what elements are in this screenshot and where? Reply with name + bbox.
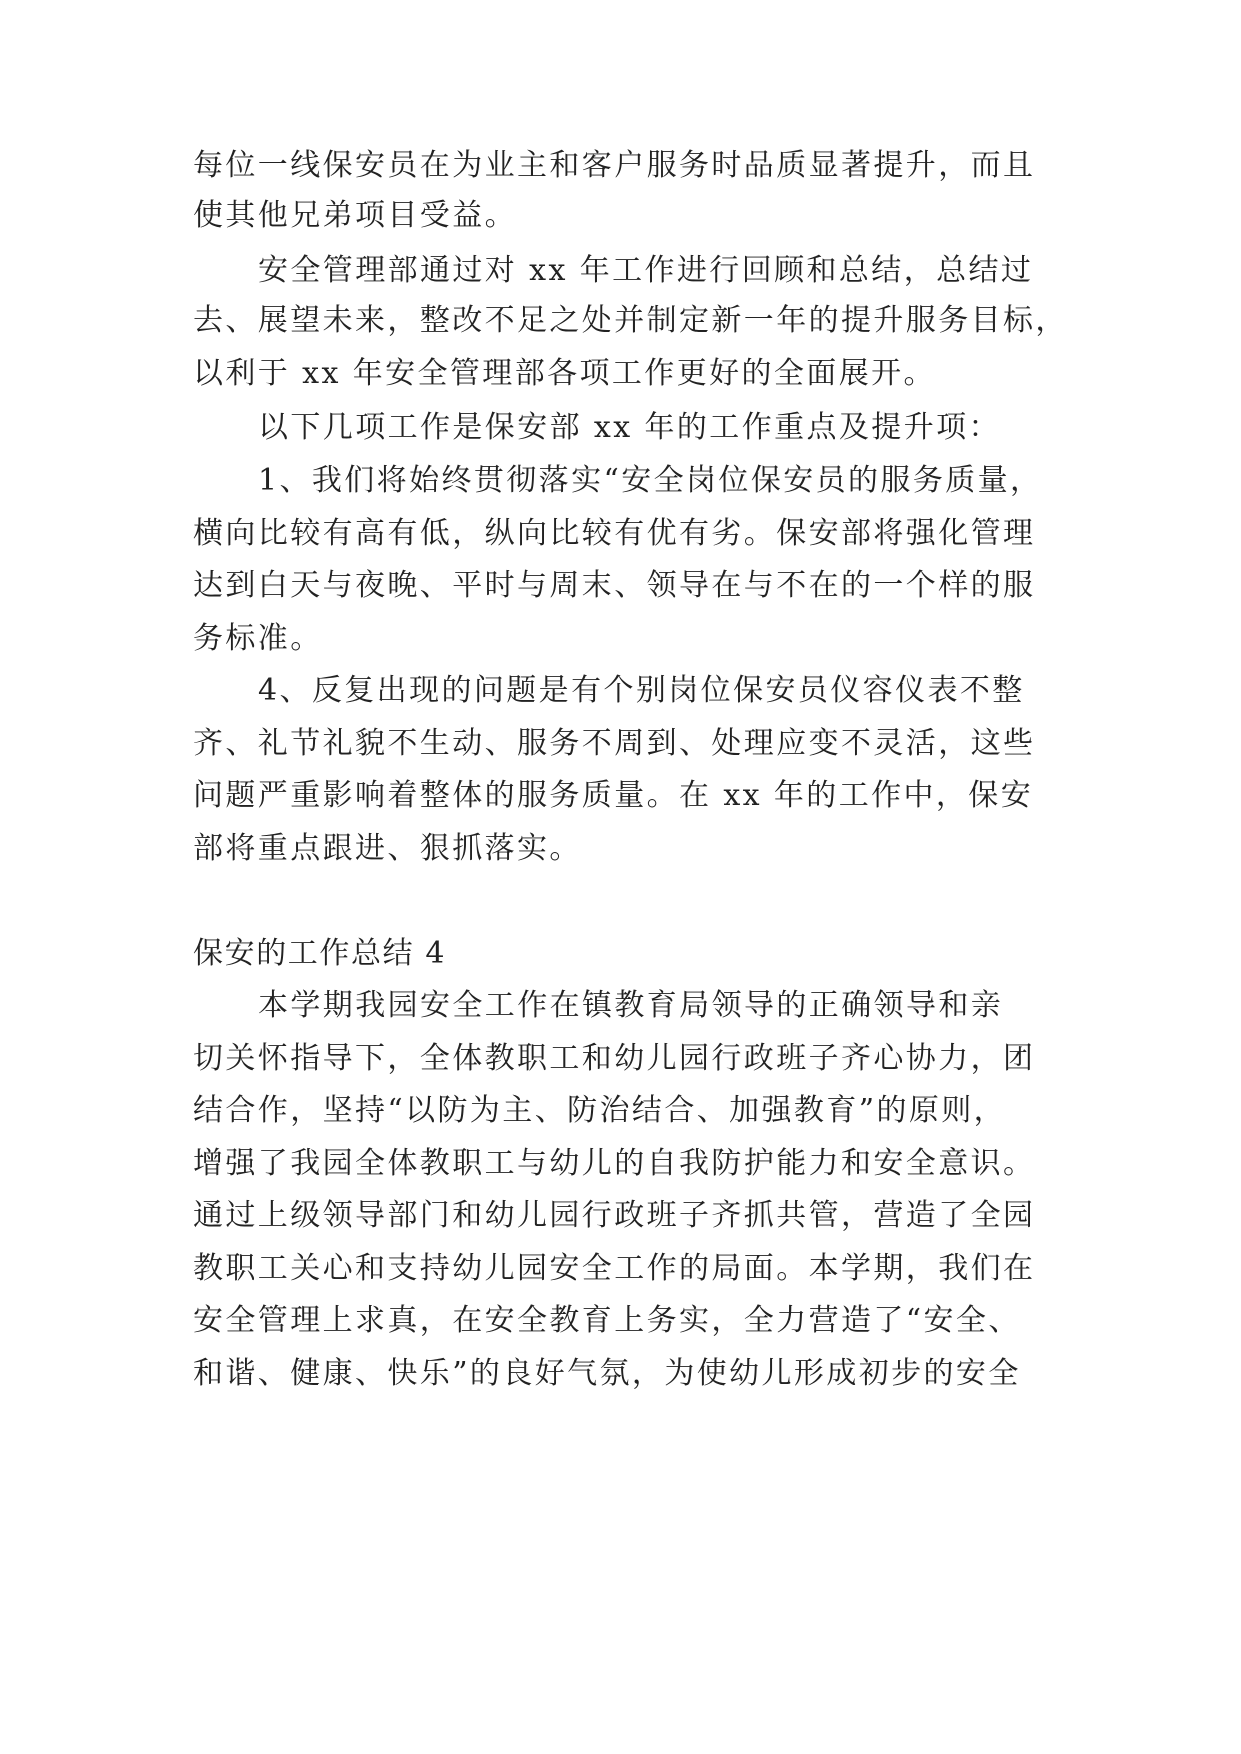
text-line: 教职工关心和支持幼儿园安全工作的局面。本学期，我们在 [193, 1251, 1036, 1286]
text-line: 通过上级领导部门和幼儿园行政班子齐抓共管，营造了全园 [193, 1198, 1036, 1233]
section-heading: 保安的工作总结 4 [193, 936, 447, 971]
text-line: 以下几项工作是保安部 xx 年的工作重点及提升项： [258, 410, 1001, 445]
text-line: 使其他兄弟项目受益。 [193, 198, 517, 233]
text-line: 安全管理部通过对 xx 年工作进行回顾和总结，总结过 [258, 253, 1034, 288]
text-line: 横向比较有高有低，纵向比较有优有劣。保安部将强化管理 [193, 516, 1036, 551]
text-line: 切关怀指导下，全体教职工和幼儿园行政班子齐心协力，团 [193, 1041, 1036, 1076]
text-line: 结合作，坚持“以防为主、防治结合、加强教育”的原则， [193, 1093, 1007, 1128]
text-line: 达到白天与夜晚、平时与周末、领导在与不在的一个样的服 [193, 568, 1036, 603]
text-line: 务标准。 [193, 621, 323, 656]
text-line: 齐、礼节礼貌不生动、服务不周到、处理应变不灵活，这些 [193, 726, 1036, 761]
text-line: 安全管理上求真，在安全教育上务实，全力营造了“安全、 [193, 1303, 1021, 1338]
text-line: 本学期我园安全工作在镇教育局领导的正确领导和亲 [258, 988, 1004, 1023]
text-line: 4、反复出现的问题是有个别岗位保安员仪容仪表不整 [258, 673, 1025, 708]
text-line: 增强了我园全体教职工与幼儿的自我防护能力和安全意识。 [193, 1146, 1036, 1181]
text-line: 问题严重影响着整体的服务质量。在 xx 年的工作中，保安 [193, 778, 1034, 813]
text-line: 部将重点跟进、狠抓落实。 [193, 831, 582, 866]
text-line: 1、我们将始终贯彻落实“安全岗位保安员的服务质量， [258, 463, 1043, 498]
text-line: 和谐、健康、快乐”的良好气氛，为使幼儿形成初步的安全 [193, 1356, 1021, 1391]
text-line: 每位一线保安员在为业主和客户服务时品质显著提升，而且 [193, 148, 1036, 183]
text-line: 去、展望未来，整改不足之处并制定新一年的提升服务目标， [193, 303, 1068, 338]
text-line: 以利于 xx 年安全管理部各项工作更好的全面展开。 [193, 356, 936, 391]
